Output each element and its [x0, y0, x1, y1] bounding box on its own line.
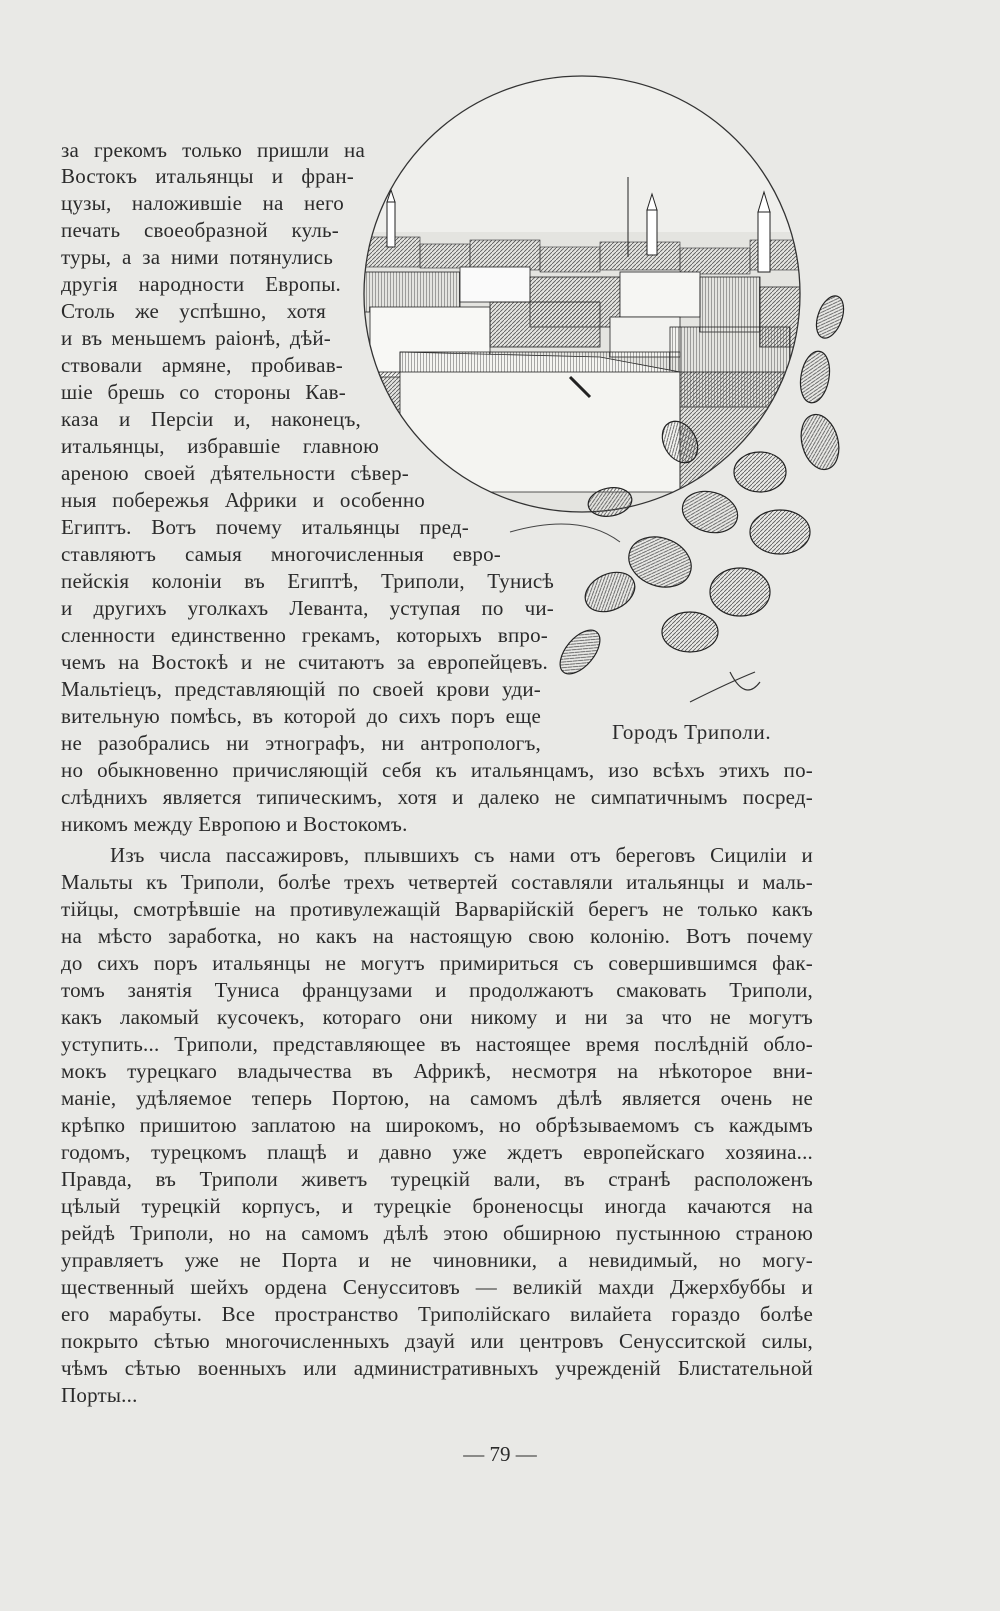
text-line: томъ занятія Туниса французами и продолжаютъ смаковать Триполи, — [61, 978, 813, 1002]
text-line: Порты... — [61, 1383, 138, 1407]
text-line: другія народности Европы. — [61, 272, 341, 296]
text-line: ставляютъ самыя многочисленныя евро- — [61, 542, 501, 566]
text-line: и въ меньшемъ раіонѣ, дѣй- — [61, 326, 331, 350]
text-line: цузы, наложившіе на него — [61, 191, 344, 215]
text-line: туры, а за ними потянулись — [61, 245, 333, 269]
illustration-caption: Городъ Триполи. — [612, 720, 772, 744]
text-line: до сихъ поръ итальянцы не могутъ примириться съ совершившимся фак- — [61, 951, 813, 975]
text-line: его марабуты. Все пространство Триполійскаго вилайета гораздо болѣе — [61, 1302, 813, 1326]
text-line: итальянцы, избравшіе главною — [61, 434, 379, 458]
text-line: чемъ на Востокѣ и не считаютъ за европейцевъ. — [61, 650, 548, 674]
text-line: щественный шейхъ ордена Сенусситовъ — великій махди Джерхбуббы и — [61, 1275, 813, 1299]
text-line: чѣмъ сѣтью военныхъ или административныхъ учрежденій Блистательной — [61, 1356, 813, 1380]
text-line: никомъ между Европою и Востокомъ. — [61, 812, 408, 836]
text-line: вительную помѣсь, въ которой до сихъ поръ еще — [61, 704, 541, 728]
text-line: управляетъ уже не Порта и не чиновники, а невидимый, но могу- — [61, 1248, 813, 1272]
text-line: Востокъ итальянцы и фран- — [61, 164, 354, 188]
text-line: покрыто сѣтью многочисленныхъ дзауй или центровъ Сенусситской силы, — [61, 1329, 813, 1353]
text-line: не разобрались ни этнографъ, ни антропологъ, — [61, 731, 541, 755]
text-line: ареною своей дѣятельности сѣвер- — [61, 461, 409, 485]
text-line: Столь же успѣшно, хотя — [61, 299, 326, 323]
text-line: и другихъ уголкахъ Леванта, уступая по чи- — [61, 596, 554, 620]
text-line: маніе, удѣляемое теперь Портою, на самомъ дѣлѣ является очень не — [61, 1086, 813, 1110]
paragraph-first-line: Изъ числа пассажировъ, плывшихъ съ нами отъ береговъ Сициліи и — [110, 843, 813, 867]
text-line: Мальты къ Триполи, болѣе трехъ четвертей составляли итальянцы и маль- — [61, 870, 813, 894]
text-line: крѣпко пришитою заплатою на широкомъ, но обрѣзываемомъ съ каждымъ — [61, 1113, 813, 1137]
text-line: сленности единственно грекамъ, которыхъ впро- — [61, 623, 548, 647]
text-line: Египтъ. Вотъ почему итальянцы пред- — [61, 515, 469, 539]
text-line: каза и Персіи и, наконецъ, — [61, 407, 361, 431]
text-line: ныя побережья Африки и особенно — [61, 488, 425, 512]
text-line: на мѣсто заработка, но какъ на настоящую свою колонію. Вотъ почему — [61, 924, 813, 948]
text-line: какъ лакомый кусочекъ, котораго они никому и ни за что не могутъ — [61, 1005, 813, 1029]
text-line: тійцы, смотрѣвшіе на противулежащій Варварійскій берегъ не только какъ — [61, 897, 813, 921]
text-line: цѣлый турецкій корпусъ, и турецкіе броненосцы иногда качаются на — [61, 1194, 813, 1218]
text-line: Мальтіецъ, представляющій по своей крови уди- — [61, 677, 541, 701]
text-line: шіе брешь со стороны Кав- — [61, 380, 346, 404]
page-number: — 79 — — [463, 1442, 537, 1466]
text-line: годомъ, турецкомъ плащѣ и давно уже ждетъ европейскаго хозяина... — [61, 1140, 813, 1164]
text-line: Правда, въ Триполи живетъ турецкій вали, въ странѣ расположенъ — [61, 1167, 813, 1191]
text-line: но обыкновенно причисляющій себя къ итальянцамъ, изо всѣхъ этихъ по- — [61, 758, 813, 782]
text-line: печать своеобразной куль- — [61, 218, 339, 242]
text-line: рейдѣ Триполи, но на самомъ дѣлѣ этою обширною пустынною страною — [61, 1221, 813, 1245]
text-line: мокъ турецкаго владычества въ Африкѣ, несмотря на нѣкоторое вни- — [61, 1059, 813, 1083]
text-line: за грекомъ только пришли на — [61, 138, 365, 162]
text-line: пейскія колоніи въ Египтѣ, Триполи, Тунисѣ — [61, 569, 554, 593]
text-line: ствовали армяне, пробивав- — [61, 353, 343, 377]
text-line: слѣднихъ является типическимъ, хотя и далеко не симпатичнымъ посред- — [61, 785, 813, 809]
text-line: уступить... Триполи, представляющее въ настоящее время послѣдній обло- — [61, 1032, 813, 1056]
